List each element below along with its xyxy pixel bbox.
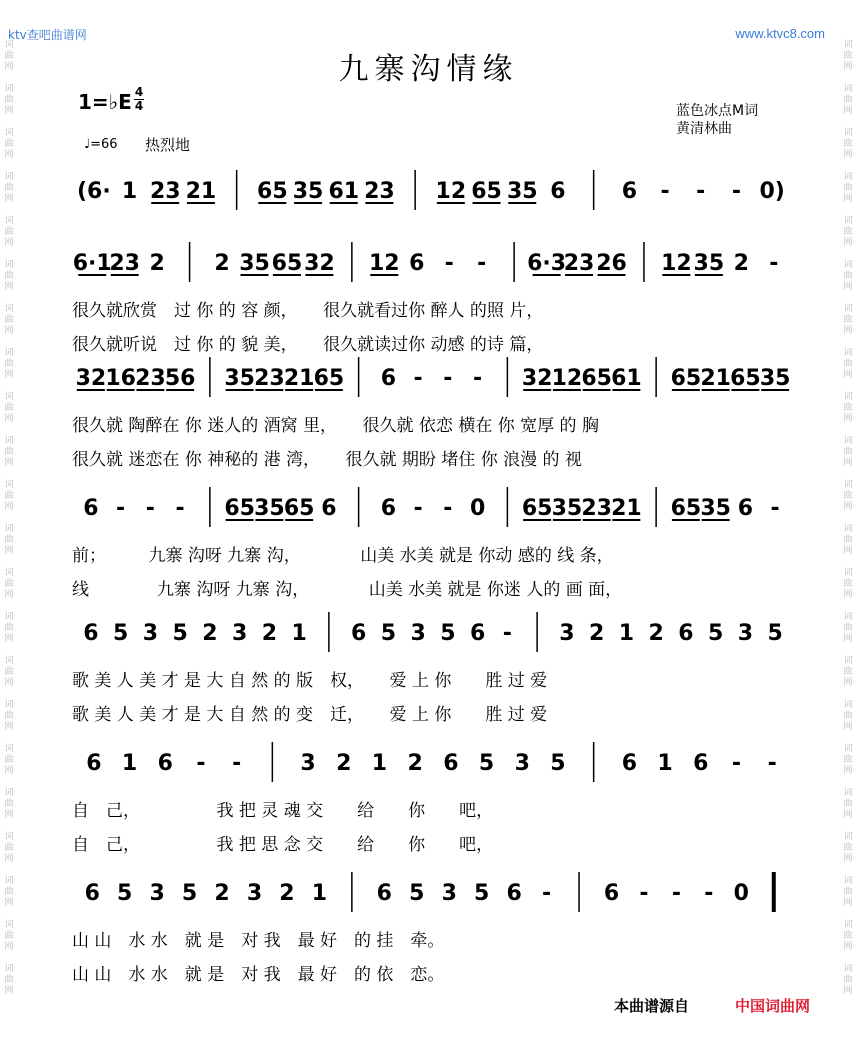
source-site: 中国词曲网 <box>735 997 811 1015</box>
notation-line <box>0 740 857 790</box>
note-group: - <box>542 881 552 906</box>
note-group: 5 <box>707 621 724 646</box>
note-group: 6 <box>380 496 397 521</box>
lyric-line: 山 山 水 水 就 是 对 我 最 好 的 挂 牵。 <box>72 931 445 951</box>
lyric-line: 很久就欣赏 过 你 的 容 颜， 很久就看过你 醉人 的照 片， <box>72 301 544 321</box>
note-group: - <box>770 496 780 521</box>
note-group: 32 <box>521 366 553 391</box>
note-group: 2 <box>279 881 295 906</box>
note-group: 2 <box>648 621 664 646</box>
note-group: 6 <box>469 621 486 646</box>
note-group: 6 <box>84 881 100 906</box>
note-group: 5 <box>478 751 495 776</box>
lyric-line: 歌 美 人 美 才 是 大 自 然 的 版 权， 爱 上 你 胜 过 爱 <box>72 671 548 691</box>
note-group: - <box>660 179 670 204</box>
note-group: 6 <box>737 496 754 521</box>
note-group: 5 <box>380 621 397 646</box>
notation-line <box>0 168 857 218</box>
note-group: - <box>696 179 706 204</box>
note-group: 12 <box>435 179 467 204</box>
note-group: 6 <box>83 621 99 646</box>
note-group: 26 <box>596 251 627 276</box>
note-group: 3 <box>410 621 426 646</box>
note-group: 35 <box>759 366 791 391</box>
note-group: 65 <box>257 179 288 204</box>
note-group: 0) <box>759 179 785 204</box>
note-group: 5 <box>172 621 188 646</box>
note-group: 1 <box>291 621 307 646</box>
note-group: 6 <box>321 496 337 521</box>
note-group: 1 <box>311 881 328 906</box>
notation-line <box>0 355 857 405</box>
note-group: 65 <box>271 251 303 276</box>
note-group: 3 <box>559 621 575 646</box>
lyric-line: 山 山 水 水 就 是 对 我 最 好 的 依 恋。 <box>72 965 445 985</box>
note-group: 21 <box>611 496 642 521</box>
note-group: - <box>443 496 453 521</box>
note-group: 6 <box>443 751 459 776</box>
side-watermark-right: 词 曲 网 词 曲 网 词 曲 网 词 曲 网 词 曲 网 词 曲 网 词 曲 网 词 曲 网 词 曲 网 词 曲 网 词 曲 网 词 曲 网 词 曲 网 词 曲 网 词 曲 网 词 曲 网 词 曲 网 词 曲 网 词 曲 网 词 曲 网 词 曲 网 词 曲 网 <box>843 40 853 996</box>
note-group: 32 <box>304 251 335 276</box>
notation-line <box>0 870 857 920</box>
note-group: 6 <box>409 251 425 276</box>
note-group: 12 <box>369 251 400 276</box>
note-group: 6 <box>506 881 522 906</box>
note-group: 65 <box>521 496 553 521</box>
note-group: 1 <box>657 751 673 776</box>
note-group: 2 <box>214 251 230 276</box>
note-group: 6 <box>380 366 397 391</box>
note-group: 23 <box>135 366 166 391</box>
note-group: 3 <box>142 621 159 646</box>
note-group: 0 <box>469 496 486 521</box>
song-title: 九寨沟情缘 <box>338 52 519 87</box>
note-group: - <box>413 496 423 521</box>
note-group: 3 <box>300 751 316 776</box>
note-group: - <box>232 751 242 776</box>
note-group: 65 <box>670 496 702 521</box>
note-group: 2 <box>336 751 352 776</box>
note-group: 35 <box>506 179 538 204</box>
note-group: - <box>704 881 714 906</box>
notation-line <box>0 610 857 660</box>
note-group: 3 <box>737 621 754 646</box>
note-group: 6 <box>621 751 638 776</box>
note-group: 5 <box>181 881 198 906</box>
note-group: 5 <box>474 881 490 906</box>
note-group: - <box>444 251 454 276</box>
note-group: 3 <box>149 881 165 906</box>
note-group: - <box>502 621 512 646</box>
lyricist-credit: 蓝色冰点M词 <box>676 103 759 119</box>
note-group: 23 <box>563 251 595 276</box>
note-group: 21 <box>700 366 731 391</box>
key-signature: 1=♭E <box>78 90 132 114</box>
note-group: 3 <box>441 881 457 906</box>
note-group: 32 <box>75 366 107 391</box>
note-group: 65 <box>283 496 315 521</box>
note-group: 2 <box>202 621 218 646</box>
note-group: 5 <box>767 621 783 646</box>
note-group: 6 <box>603 881 620 906</box>
note-group: 2 <box>149 251 165 276</box>
note-group: 35 <box>239 251 270 276</box>
note-group: 35 <box>292 179 324 204</box>
note-group: 21 <box>185 179 217 204</box>
side-watermark-left: 词 曲 网 词 曲 网 词 曲 网 词 曲 网 词 曲 网 词 曲 网 词 曲 网 词 曲 网 词 曲 网 词 曲 网 词 曲 网 词 曲 网 词 曲 网 词 曲 网 词 曲 网 词 曲 网 词 曲 网 词 曲 网 词 曲 网 词 曲 网 词 曲 网 词 曲 网 <box>4 40 14 996</box>
lyric-line: 前； 九寨 沟呀 九寨 沟， 山美 水美 就是 你动 感的 线 条， <box>72 546 614 566</box>
note-group: 6 <box>350 621 367 646</box>
note-group: 23 <box>581 496 612 521</box>
time-signature: 4 4 <box>134 85 144 113</box>
note-group: - <box>767 751 777 776</box>
note-group: 35 <box>551 496 583 521</box>
note-group: 5 <box>409 881 425 906</box>
lyric-line: 自 己， 我 把 思 念 交 给 你 吧， <box>72 835 494 855</box>
note-group: 65 <box>581 366 612 391</box>
note-group: 23 <box>109 251 140 276</box>
note-group: 12 <box>551 366 583 391</box>
note-group: 5 <box>550 751 566 776</box>
note-group: 23 <box>254 366 285 391</box>
expression-marking: 热烈地 <box>145 136 191 154</box>
note-group: 65 <box>313 366 345 391</box>
note-group: - <box>196 751 206 776</box>
tempo-marking: ♩=66 <box>84 137 118 152</box>
lyric-line: 很久就 陶醉在 你 迷人的 酒窝 里， 很久就 依恋 横在 你 宽厚 的 胸 <box>72 416 599 436</box>
note-group: 6 <box>86 751 102 776</box>
note-group: - <box>473 366 483 391</box>
note-group: - <box>731 179 742 204</box>
note-group: 35 <box>700 496 731 521</box>
note-group: 16 <box>105 366 136 391</box>
note-group: 23 <box>149 179 181 204</box>
note-group: 1 <box>618 621 635 646</box>
note-group: 21 <box>283 366 315 391</box>
note-group: - <box>443 366 453 391</box>
notation-line <box>0 485 857 535</box>
lyric-line: 很久就 迷恋在 你 神秘的 港 湾， 很久就 期盼 堵住 你 浪漫 的 视 <box>72 450 582 470</box>
lyric-line: 自 己， 我 把 灵 魂 交 给 你 吧， <box>72 801 494 821</box>
note-group: 35 <box>693 251 725 276</box>
note-group: 61 <box>328 179 360 204</box>
lyric-line: 线 九寨 沟呀 九寨 沟， 山美 水美 就是 你迷 人的 画 面， <box>72 580 623 600</box>
note-group: 6·3 <box>527 251 567 276</box>
lyric-line: 很久就听说 过 你 的 貌 美， 很久就读过你 动感 的诗 篇， <box>72 335 544 355</box>
note-group: - <box>731 751 742 776</box>
note-group: 1 <box>371 751 388 776</box>
note-group: 2 <box>588 621 605 646</box>
note-group: 65 <box>471 179 502 204</box>
note-group: 6 <box>550 179 566 204</box>
note-group: 6 <box>621 179 638 204</box>
note-group: - <box>769 251 779 276</box>
note-group: 6 <box>83 496 99 521</box>
note-group: 3 <box>231 621 248 646</box>
note-group: 3 <box>514 751 530 776</box>
note-group: 2 <box>214 881 230 906</box>
note-group: 6 <box>693 751 709 776</box>
source-label: 本曲谱源自 <box>614 997 690 1015</box>
note-group: 2 <box>733 251 749 276</box>
composer-credit: 黄清林曲 <box>676 121 732 137</box>
watermark-right: www.ktvc8.com <box>735 26 825 41</box>
note-group: 65 <box>730 366 761 391</box>
note-group: - <box>639 881 649 906</box>
note-group: 56 <box>164 366 196 391</box>
note-group: 6 <box>157 751 173 776</box>
note-group: - <box>413 366 423 391</box>
watermark-left: ktv查吧曲谱网 <box>8 28 87 42</box>
note-group: 3 <box>246 881 263 906</box>
note-group: 12 <box>661 251 692 276</box>
note-group: 65 <box>670 366 702 391</box>
note-group: 61 <box>611 366 642 391</box>
note-group: 1 <box>121 179 138 204</box>
note-group: 65 <box>224 496 255 521</box>
note-group: 35 <box>224 366 255 391</box>
note-group: 1 <box>121 751 138 776</box>
note-group: (6· <box>76 179 111 204</box>
note-group: 2 <box>407 751 423 776</box>
note-group: 35 <box>254 496 285 521</box>
note-group: - <box>671 881 681 906</box>
note-group: 2 <box>261 621 278 646</box>
note-group: 6·1 <box>72 251 112 276</box>
note-group: 5 <box>112 621 129 646</box>
notation-line <box>0 240 857 290</box>
note-group: - <box>116 496 126 521</box>
note-group: 0 <box>733 881 749 906</box>
note-group: 6 <box>678 621 694 646</box>
note-group: - <box>175 496 185 521</box>
note-group: 23 <box>364 179 395 204</box>
note-group: - <box>145 496 155 521</box>
note-group: 5 <box>440 621 456 646</box>
lyric-line: 歌 美 人 美 才 是 大 自 然 的 变 迁， 爱 上 你 胜 过 爱 <box>72 705 548 725</box>
note-group: - <box>477 251 487 276</box>
note-group: 5 <box>117 881 133 906</box>
note-group: 6 <box>376 881 392 906</box>
